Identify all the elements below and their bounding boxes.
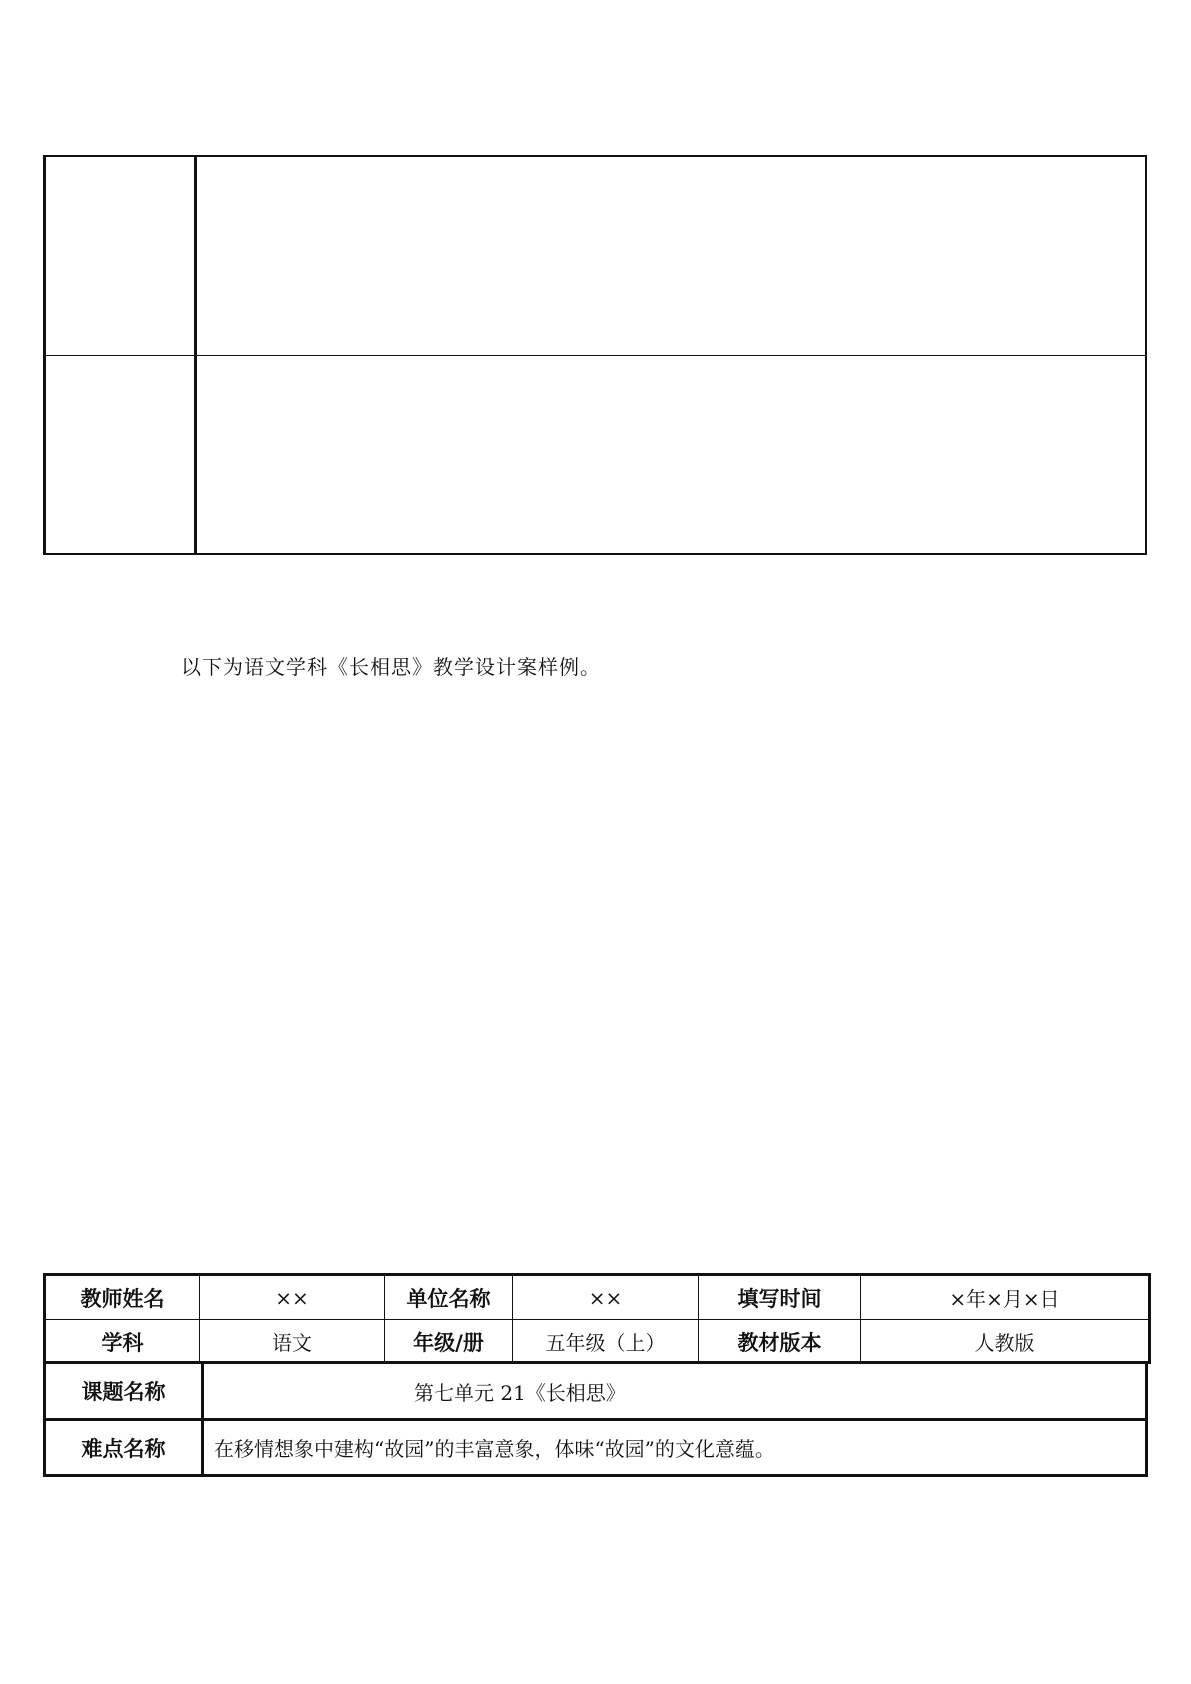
- subject-label: 学科: [45, 1320, 200, 1364]
- blank-form-content-cell: [196, 156, 1147, 355]
- blank-form-table: [43, 155, 1147, 555]
- topic-row: [45, 1420, 1147, 1476]
- edition-value: 人教版: [861, 1320, 1150, 1364]
- intro-paragraph: 以下为语文学科《长相思》教学设计案样例。: [181, 655, 601, 679]
- unit-name-label: 单位名称: [385, 1275, 513, 1320]
- unit-name-value: ××: [513, 1275, 699, 1320]
- lesson-topic-table: [43, 1361, 1148, 1477]
- edition-label: 教材版本: [699, 1320, 861, 1364]
- teacher-name-label: 教师姓名: [45, 1275, 200, 1320]
- lesson-title-cell: [203, 1363, 1147, 1420]
- lesson-title-value: 第七单元 21《长相思》: [414, 1380, 626, 1405]
- blank-form-content-cell: [196, 355, 1147, 554]
- grade-value: 五年级（上）: [513, 1320, 699, 1364]
- difficulty-value: 在移情想象中建构“故园”的丰富意象，体味“故园”的文化意蕴。: [214, 1437, 775, 1461]
- info-row: [45, 1275, 1150, 1320]
- grade-label: 年级/册: [385, 1320, 513, 1364]
- lesson-title-label: 课题名称: [45, 1363, 203, 1420]
- topic-row: [45, 1363, 1147, 1420]
- fill-date-label: 填写时间: [699, 1275, 861, 1320]
- teacher-name-value: ××: [200, 1275, 385, 1320]
- teacher-info-table: [43, 1273, 1151, 1364]
- fill-date-value: ×年×月×日: [861, 1275, 1150, 1320]
- info-row: [45, 1320, 1150, 1364]
- difficulty-cell: [203, 1420, 1147, 1476]
- blank-form-row: [45, 355, 1147, 554]
- difficulty-label: 难点名称: [45, 1420, 203, 1476]
- subject-value: 语文: [200, 1320, 385, 1364]
- blank-form-row: [45, 156, 1147, 355]
- blank-form-label-cell: [45, 156, 196, 355]
- blank-form-label-cell: [45, 355, 196, 554]
